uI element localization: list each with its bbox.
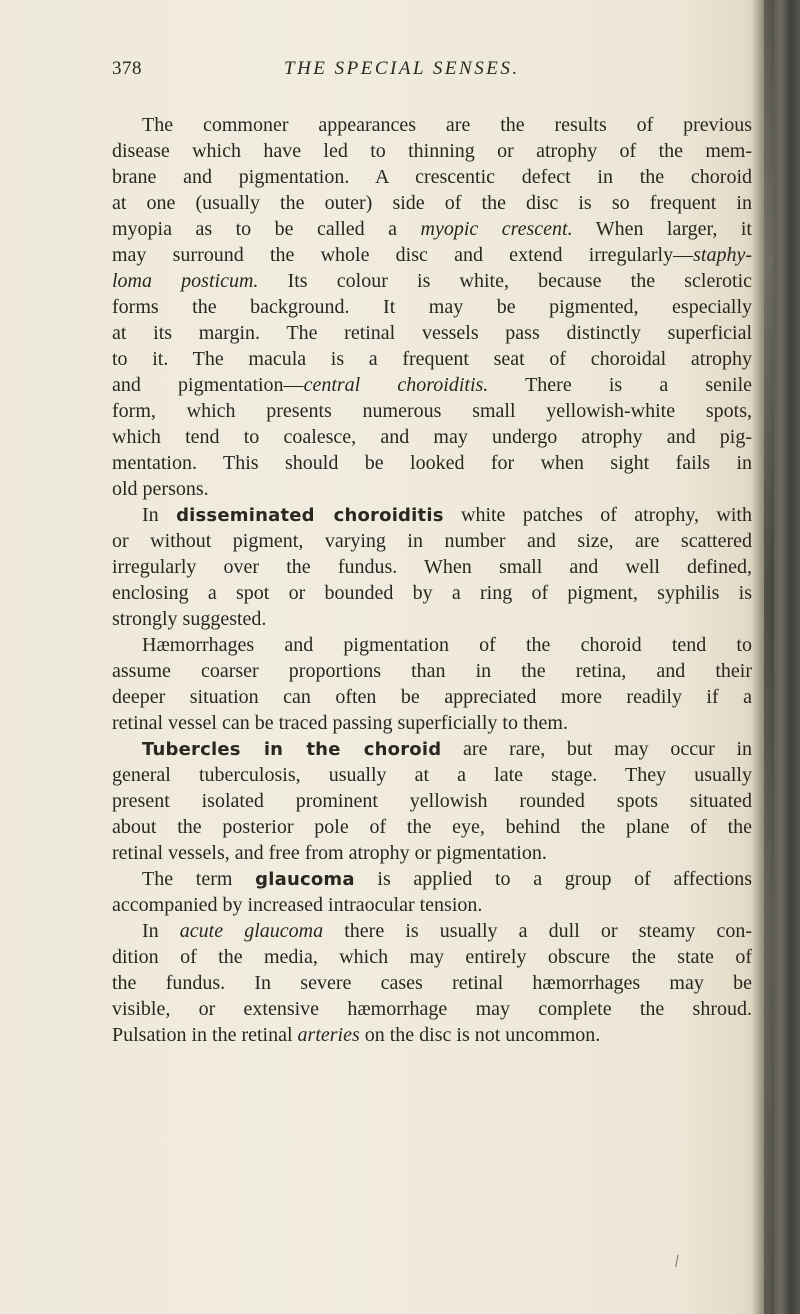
- page-number: 378: [112, 58, 142, 79]
- text-segment: at its margin. The retinal vessels pass distinctly superficial: [112, 322, 752, 344]
- text-segment: Its colour is white, because the sclerotic: [258, 270, 752, 292]
- text-line: [112, 528, 752, 554]
- text-segment: is applied to a group of affections: [354, 868, 752, 890]
- text-segment: which tend to coalesce, and may undergo atrophy and pig-: [112, 426, 752, 448]
- text-line: [112, 970, 752, 996]
- text-line: [112, 944, 752, 970]
- text-segment: enclosing a spot or bounded by a ring of pigment, syphilis is: [112, 582, 752, 604]
- text-line: [112, 918, 752, 944]
- text-segment: the fundus. In severe cases retinal hæmorrhages may be: [112, 972, 752, 994]
- italic-term: staphy-: [693, 244, 752, 266]
- text-line: [112, 580, 752, 606]
- text-line: [112, 320, 752, 346]
- text-segment: assume coarser proportions than in the retina, and their: [112, 660, 752, 682]
- text-line: [112, 294, 752, 320]
- text-segment: deeper situation can often be appreciated more readily if a: [112, 686, 752, 708]
- text-segment: at one (usually the outer) side of the disc is so frequent in: [112, 192, 752, 214]
- bold-term: Tubercles in the choroid: [142, 739, 442, 760]
- text-segment: myopia as to be called a: [112, 218, 421, 240]
- italic-term: myopic crescent.: [420, 218, 573, 240]
- text-line: [112, 346, 752, 372]
- text-line: [112, 268, 752, 294]
- text-segment: accompanied by increased intraocular tension.: [112, 894, 483, 916]
- text-line: [112, 892, 752, 918]
- italic-term: loma posticum.: [112, 270, 259, 292]
- running-title: THE SPECIAL SENSES.: [284, 58, 520, 79]
- text-segment: present isolated prominent yellowish rounded spots situated: [112, 790, 752, 812]
- italic-term: arteries: [297, 1024, 360, 1046]
- body-text: [112, 112, 752, 1048]
- text-segment: forms the background. It may be pigmented, especially: [112, 296, 752, 318]
- text-line: [112, 840, 752, 866]
- bold-term: disseminated choroiditis: [176, 505, 444, 526]
- text-segment: In: [142, 504, 177, 526]
- text-line: [112, 190, 752, 216]
- text-segment: When larger, it: [572, 218, 752, 240]
- text-line: [112, 736, 752, 762]
- text-line: [112, 788, 752, 814]
- text-segment: to it. The macula is a frequent seat of choroidal atrophy: [112, 348, 752, 370]
- text-segment: retinal vessels, and free from atrophy or pigmentation.: [112, 842, 547, 864]
- text-segment: and pigmentation—: [112, 374, 304, 396]
- text-segment: disease which have led to thinning or atrophy of the mem-: [112, 140, 752, 162]
- text-segment: Hæmorrhages and pigmentation of the choroid tend to: [142, 634, 752, 656]
- text-segment: irregularly over the fundus. When small and well defined,: [112, 556, 752, 578]
- text-segment: The term: [142, 868, 256, 890]
- text-line: [112, 606, 752, 632]
- text-segment: The commoner appearances are the results of previous: [142, 114, 752, 136]
- text-line: [112, 866, 752, 892]
- text-line: [112, 450, 752, 476]
- text-line: [112, 1022, 752, 1048]
- italic-term: acute glaucoma: [179, 920, 324, 942]
- text-line: [112, 814, 752, 840]
- text-segment: or without pigment, varying in number and size, are scattered: [112, 530, 752, 552]
- text-segment: there is usually a dull or steamy con-: [323, 920, 753, 942]
- text-line: [112, 164, 752, 190]
- text-line: [112, 632, 752, 658]
- text-line: [112, 398, 752, 424]
- text-line: [112, 112, 752, 138]
- text-line: [112, 996, 752, 1022]
- text-segment: brane and pigmentation. A crescentic defect in the choroid: [112, 166, 752, 188]
- text-segment: old persons.: [112, 478, 209, 500]
- text-line: [112, 424, 752, 450]
- text-line: [112, 554, 752, 580]
- bold-term: glaucoma: [255, 869, 355, 890]
- text-segment: In: [142, 920, 180, 942]
- text-segment: about the posterior pole of the eye, behind the plane of the: [112, 816, 752, 838]
- text-segment: strongly suggested.: [112, 608, 267, 630]
- text-line: [112, 658, 752, 684]
- text-segment: are rare, but may occur in: [441, 738, 752, 760]
- text-line: [112, 216, 752, 242]
- text-line: [112, 242, 752, 268]
- text-segment: visible, or extensive hæmorrhage may complete the shroud.: [112, 998, 752, 1020]
- text-line: [112, 684, 752, 710]
- text-segment: There is a senile: [488, 374, 753, 396]
- page-header: [112, 58, 752, 88]
- text-line: [112, 372, 752, 398]
- text-segment: white patches of atrophy, with: [443, 504, 752, 526]
- text-line: [112, 138, 752, 164]
- text-line: [112, 762, 752, 788]
- text-segment: may surround the whole disc and extend irregularly—: [112, 244, 694, 266]
- text-segment: retinal vessel can be traced passing superficially to them.: [112, 712, 568, 734]
- text-segment: general tuberculosis, usually at a late stage. They usually: [112, 764, 752, 786]
- text-segment: Pulsation in the retinal: [112, 1024, 298, 1046]
- text-line: [112, 710, 752, 736]
- text-segment: on the disc is not uncommon.: [359, 1024, 601, 1046]
- text-segment: dition of the media, which may entirely obscure the state of: [112, 946, 752, 968]
- text-line: [112, 502, 752, 528]
- text-line: [112, 476, 752, 502]
- text-segment: mentation. This should be looked for when sight fails in: [112, 452, 752, 474]
- italic-term: central choroiditis.: [303, 374, 489, 396]
- pencil-mark: ⁄: [673, 1254, 682, 1270]
- text-segment: form, which presents numerous small yellowish-white spots,: [112, 400, 752, 422]
- gutter-shadow: [764, 0, 774, 1314]
- book-gutter: [752, 0, 800, 1314]
